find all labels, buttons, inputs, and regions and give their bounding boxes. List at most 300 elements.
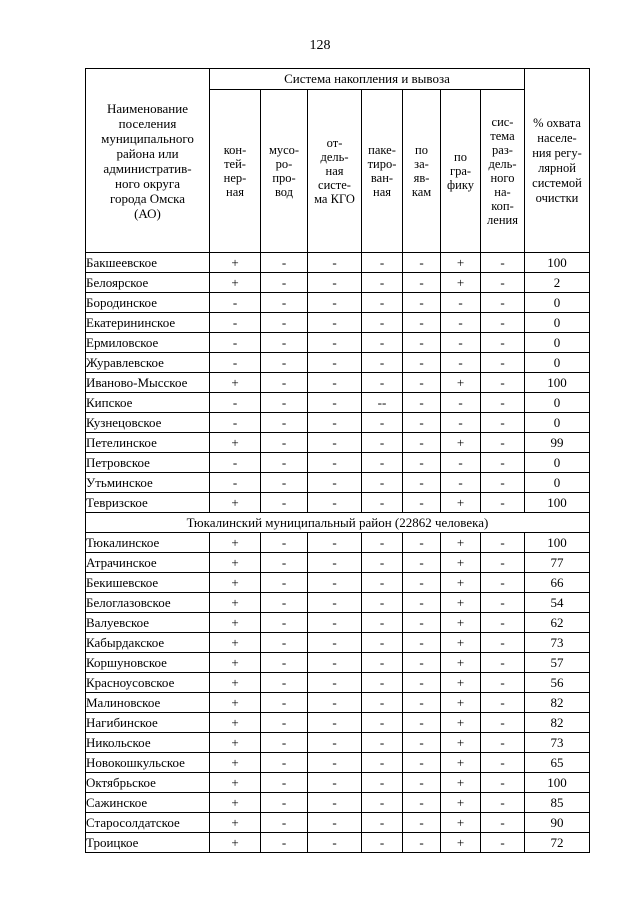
system-mark-cell: -	[403, 253, 441, 273]
settlement-name-cell: Белоглазовское	[86, 593, 210, 613]
settlement-name-cell: Коршуновское	[86, 653, 210, 673]
system-mark-cell: -	[362, 713, 403, 733]
system-mark-cell: -	[403, 373, 441, 393]
system-mark-cell: -	[481, 673, 525, 693]
coverage-percent-cell: 0	[525, 353, 590, 373]
system-mark-cell: -	[362, 253, 403, 273]
system-mark-cell: -	[261, 673, 308, 693]
system-mark-cell: -	[308, 613, 362, 633]
settlement-name-cell: Никольское	[86, 733, 210, 753]
system-mark-cell: +	[210, 273, 261, 293]
system-mark-cell: -	[481, 793, 525, 813]
system-mark-cell: -	[403, 573, 441, 593]
header-row-top	[86, 69, 590, 90]
system-mark-cell: +	[441, 813, 481, 833]
system-mark-cell: +	[441, 693, 481, 713]
settlement-name-cell: Сажинское	[86, 793, 210, 813]
system-mark-cell: -	[261, 633, 308, 653]
bagged-header: паке- тиро- ван- ная	[362, 90, 403, 253]
system-mark-cell: -	[362, 573, 403, 593]
system-mark-cell: +	[210, 613, 261, 633]
system-mark-cell: +	[441, 613, 481, 633]
system-mark-cell: -	[481, 333, 525, 353]
system-mark-cell: -	[403, 413, 441, 433]
system-mark-cell: -	[481, 633, 525, 653]
system-mark-cell: +	[210, 813, 261, 833]
system-mark-cell: -	[403, 813, 441, 833]
system-mark-cell: -	[308, 253, 362, 273]
system-mark-cell: -	[308, 733, 362, 753]
system-mark-cell: -	[481, 653, 525, 673]
system-mark-cell: -	[362, 373, 403, 393]
system-mark-cell: +	[210, 593, 261, 613]
section-row-group	[86, 513, 590, 533]
system-mark-cell: +	[441, 773, 481, 793]
system-mark-cell: -	[362, 533, 403, 553]
system-mark-cell: +	[210, 373, 261, 393]
system-mark-cell: -	[362, 553, 403, 573]
settlement-name-cell: Красноусовское	[86, 673, 210, 693]
system-mark-cell: -	[403, 433, 441, 453]
table-row	[86, 593, 590, 613]
table-row	[86, 393, 590, 413]
system-mark-cell: -	[210, 293, 261, 313]
system-mark-cell: -	[210, 413, 261, 433]
system-mark-cell: -	[308, 593, 362, 613]
system-mark-cell: -	[362, 773, 403, 793]
settlement-name-cell: Белоярское	[86, 273, 210, 293]
system-mark-cell: -	[403, 793, 441, 813]
coverage-percent-cell: 0	[525, 333, 590, 353]
system-mark-cell: -	[308, 773, 362, 793]
system-mark-cell: -	[308, 353, 362, 373]
system-mark-cell: -	[261, 553, 308, 573]
system-mark-cell: +	[441, 593, 481, 613]
separate-collection-header: сис- тема раз- дель- ного на- коп- ления	[481, 90, 525, 253]
table-row	[86, 333, 590, 353]
system-mark-cell: +	[210, 633, 261, 653]
system-mark-cell: -	[403, 833, 441, 853]
system-mark-cell: -	[441, 293, 481, 313]
table-row	[86, 653, 590, 673]
system-mark-cell: -	[362, 753, 403, 773]
system-mark-cell: -	[441, 453, 481, 473]
system-mark-cell: -	[403, 313, 441, 333]
table-body-group-b	[86, 533, 590, 853]
system-mark-cell: +	[210, 793, 261, 813]
system-mark-cell: -	[441, 313, 481, 333]
table-row	[86, 713, 590, 733]
system-mark-cell: -	[481, 693, 525, 713]
system-mark-cell: +	[441, 273, 481, 293]
system-mark-cell: +	[210, 533, 261, 553]
system-mark-cell: -	[403, 673, 441, 693]
system-mark-cell: -	[481, 453, 525, 473]
table-row	[86, 453, 590, 473]
system-mark-cell: +	[210, 553, 261, 573]
coverage-percent-cell: 100	[525, 773, 590, 793]
system-mark-cell: -	[403, 653, 441, 673]
system-mark-cell: -	[362, 433, 403, 453]
system-mark-cell: +	[210, 573, 261, 593]
system-mark-cell: -	[308, 633, 362, 653]
system-mark-cell: +	[210, 653, 261, 673]
system-mark-cell: -	[308, 313, 362, 333]
section-row	[86, 513, 590, 533]
settlement-name-header: Наименование поселения муниципального района или административ- ного округа города Омска (АО)	[86, 69, 210, 253]
system-mark-cell: -	[481, 293, 525, 313]
system-mark-cell: -	[403, 753, 441, 773]
coverage-percent-cell: 65	[525, 753, 590, 773]
system-mark-cell: -	[362, 633, 403, 653]
table-row	[86, 373, 590, 393]
system-mark-cell: -	[362, 353, 403, 373]
settlement-name-cell: Екатерининское	[86, 313, 210, 333]
system-mark-cell: +	[441, 733, 481, 753]
settlement-name-cell: Журавлевское	[86, 353, 210, 373]
system-mark-cell: -	[261, 413, 308, 433]
system-mark-cell: -	[362, 833, 403, 853]
system-mark-cell: +	[210, 773, 261, 793]
coverage-percent-cell: 0	[525, 313, 590, 333]
system-mark-cell: -	[308, 273, 362, 293]
system-mark-cell: +	[441, 553, 481, 573]
system-mark-cell: -	[261, 693, 308, 713]
system-mark-cell: -	[210, 333, 261, 353]
system-mark-cell: -	[481, 553, 525, 573]
coverage-percent-cell: 66	[525, 573, 590, 593]
table-row	[86, 533, 590, 553]
system-mark-cell: -	[481, 373, 525, 393]
system-mark-cell: -	[403, 733, 441, 753]
system-mark-cell: -	[261, 733, 308, 753]
system-mark-cell: -	[210, 453, 261, 473]
system-mark-cell: +	[441, 493, 481, 513]
settlement-name-cell: Новокошкульское	[86, 753, 210, 773]
system-mark-cell: -	[403, 593, 441, 613]
settlement-name-cell: Кузнецовское	[86, 413, 210, 433]
system-mark-cell: -	[308, 393, 362, 413]
system-mark-cell: -	[261, 793, 308, 813]
system-mark-cell: +	[441, 433, 481, 453]
system-mark-cell: -	[308, 793, 362, 813]
system-mark-cell: -	[362, 313, 403, 333]
coverage-percent-cell: 85	[525, 793, 590, 813]
system-mark-cell: +	[210, 753, 261, 773]
system-mark-cell: -	[261, 313, 308, 333]
system-mark-cell: -	[403, 553, 441, 573]
system-mark-cell: -	[481, 593, 525, 613]
system-mark-cell: -	[403, 293, 441, 313]
coverage-percent-cell: 54	[525, 593, 590, 613]
system-mark-cell: -	[261, 713, 308, 733]
settlement-name-cell: Троицкое	[86, 833, 210, 853]
table-body-group-a	[86, 253, 590, 513]
system-mark-cell: -	[308, 573, 362, 593]
settlement-name-cell: Иваново-Мысское	[86, 373, 210, 393]
system-mark-cell: -	[362, 693, 403, 713]
chute-header: мусо- ро- про- вод	[261, 90, 308, 253]
settlement-name-cell: Бакшеевское	[86, 253, 210, 273]
waste-system-table	[85, 68, 590, 853]
system-mark-cell: -	[403, 353, 441, 373]
coverage-percent-cell: 100	[525, 533, 590, 553]
system-mark-cell: -	[403, 533, 441, 553]
table-row	[86, 813, 590, 833]
settlement-name-cell: Тевризское	[86, 493, 210, 513]
system-mark-cell: -	[308, 533, 362, 553]
system-mark-cell: -	[441, 333, 481, 353]
settlement-name-cell: Валуевское	[86, 613, 210, 633]
system-mark-cell: -	[362, 653, 403, 673]
bulky-waste-header: от- дель- ная систе- ма КГО	[308, 90, 362, 253]
system-mark-cell: -	[481, 573, 525, 593]
system-mark-cell: -	[362, 473, 403, 493]
system-mark-cell: -	[210, 313, 261, 333]
system-mark-cell: -	[261, 493, 308, 513]
table-row	[86, 413, 590, 433]
coverage-percent-cell: 0	[525, 293, 590, 313]
system-mark-cell: -	[362, 593, 403, 613]
system-mark-cell: --	[362, 393, 403, 413]
settlement-name-cell: Петелинское	[86, 433, 210, 453]
system-mark-cell: -	[403, 493, 441, 513]
system-group-header: Система накопления и вывоза	[210, 69, 525, 90]
system-mark-cell: -	[362, 613, 403, 633]
settlement-name-cell: Малиновское	[86, 693, 210, 713]
system-mark-cell: -	[261, 273, 308, 293]
system-mark-cell: -	[308, 553, 362, 573]
system-mark-cell: -	[362, 413, 403, 433]
settlement-name-cell: Ермиловское	[86, 333, 210, 353]
table-row	[86, 793, 590, 813]
table-row	[86, 493, 590, 513]
coverage-percent-cell: 90	[525, 813, 590, 833]
system-mark-cell: -	[261, 613, 308, 633]
system-mark-cell: -	[261, 753, 308, 773]
settlement-name-cell: Бекишевское	[86, 573, 210, 593]
table-row	[86, 833, 590, 853]
settlement-name-cell: Нагибинское	[86, 713, 210, 733]
system-mark-cell: -	[441, 393, 481, 413]
system-mark-cell: -	[403, 473, 441, 493]
system-mark-cell: -	[403, 273, 441, 293]
system-mark-cell: -	[261, 573, 308, 593]
coverage-percent-cell: 100	[525, 373, 590, 393]
system-mark-cell: -	[362, 793, 403, 813]
system-mark-cell: -	[481, 313, 525, 333]
system-mark-cell: +	[210, 713, 261, 733]
settlement-name-cell: Старосолдатское	[86, 813, 210, 833]
system-mark-cell: -	[481, 413, 525, 433]
coverage-percent-cell: 99	[525, 433, 590, 453]
settlement-name-cell: Кипское	[86, 393, 210, 413]
page-number: 128	[309, 38, 331, 53]
system-mark-cell: -	[261, 253, 308, 273]
settlement-name-cell: Кабырдакское	[86, 633, 210, 653]
system-mark-cell: -	[261, 293, 308, 313]
system-mark-cell: -	[261, 593, 308, 613]
system-mark-cell: -	[481, 833, 525, 853]
coverage-percent-header: % охвата населе- ния регу- лярной системой очистки	[525, 69, 590, 253]
system-mark-cell: -	[308, 333, 362, 353]
system-mark-cell: -	[481, 273, 525, 293]
system-mark-cell: -	[308, 453, 362, 473]
system-mark-cell: -	[481, 713, 525, 733]
system-mark-cell: +	[441, 373, 481, 393]
coverage-percent-cell: 100	[525, 253, 590, 273]
table-row	[86, 353, 590, 373]
system-mark-cell: +	[441, 833, 481, 853]
settlement-name-cell: Атрачинское	[86, 553, 210, 573]
coverage-percent-cell: 82	[525, 693, 590, 713]
system-mark-cell: +	[210, 493, 261, 513]
settlement-name-cell: Октябрьское	[86, 773, 210, 793]
system-mark-cell: -	[481, 473, 525, 493]
system-mark-cell: -	[308, 413, 362, 433]
coverage-percent-cell: 82	[525, 713, 590, 733]
system-mark-cell: -	[308, 713, 362, 733]
system-mark-cell: -	[362, 493, 403, 513]
system-mark-cell: -	[362, 813, 403, 833]
system-mark-cell: -	[403, 333, 441, 353]
settlement-name-cell: Утьминское	[86, 473, 210, 493]
system-mark-cell: -	[403, 693, 441, 713]
system-mark-cell: +	[441, 633, 481, 653]
system-mark-cell: +	[210, 733, 261, 753]
system-mark-cell: -	[362, 453, 403, 473]
system-mark-cell: -	[261, 333, 308, 353]
system-mark-cell: +	[210, 673, 261, 693]
table-row	[86, 773, 590, 793]
system-mark-cell: -	[481, 533, 525, 553]
coverage-percent-cell: 100	[525, 493, 590, 513]
district-section-title: Тюкалинский муниципальный район (22862 человека)	[86, 513, 590, 533]
system-mark-cell: +	[441, 793, 481, 813]
table-row	[86, 613, 590, 633]
system-mark-cell: -	[261, 653, 308, 673]
system-mark-cell: -	[210, 393, 261, 413]
settlement-name-cell: Бородинское	[86, 293, 210, 313]
system-mark-cell: -	[481, 433, 525, 453]
system-mark-cell: -	[362, 733, 403, 753]
system-mark-cell: -	[308, 673, 362, 693]
system-mark-cell: +	[210, 833, 261, 853]
system-mark-cell: -	[403, 633, 441, 653]
system-mark-cell: -	[261, 373, 308, 393]
coverage-percent-cell: 0	[525, 413, 590, 433]
system-mark-cell: -	[481, 393, 525, 413]
system-mark-cell: -	[481, 813, 525, 833]
coverage-percent-cell: 2	[525, 273, 590, 293]
system-mark-cell: -	[481, 773, 525, 793]
system-mark-cell: +	[210, 253, 261, 273]
system-mark-cell: -	[481, 253, 525, 273]
system-mark-cell: -	[308, 293, 362, 313]
system-mark-cell: -	[403, 773, 441, 793]
table-row	[86, 553, 590, 573]
table-row	[86, 273, 590, 293]
system-mark-cell: -	[308, 433, 362, 453]
system-mark-cell: -	[261, 433, 308, 453]
system-mark-cell: -	[308, 833, 362, 853]
system-mark-cell: -	[403, 393, 441, 413]
container-header: кон- тей- нер- ная	[210, 90, 261, 253]
coverage-percent-cell: 62	[525, 613, 590, 633]
system-mark-cell: -	[362, 273, 403, 293]
on-request-header: по за- яв- кам	[403, 90, 441, 253]
system-mark-cell: -	[403, 713, 441, 733]
system-mark-cell: -	[261, 353, 308, 373]
settlement-name-cell: Тюкалинское	[86, 533, 210, 553]
system-mark-cell: -	[308, 373, 362, 393]
coverage-percent-cell: 77	[525, 553, 590, 573]
table-row	[86, 473, 590, 493]
table-row	[86, 433, 590, 453]
coverage-percent-cell: 0	[525, 473, 590, 493]
coverage-percent-cell: 72	[525, 833, 590, 853]
system-mark-cell: -	[481, 753, 525, 773]
system-mark-cell: +	[441, 753, 481, 773]
table-row	[86, 693, 590, 713]
system-mark-cell: -	[308, 493, 362, 513]
table-row	[86, 573, 590, 593]
system-mark-cell: -	[210, 473, 261, 493]
system-mark-cell: +	[441, 673, 481, 693]
system-mark-cell: +	[441, 253, 481, 273]
system-mark-cell: -	[481, 353, 525, 373]
table-row	[86, 293, 590, 313]
system-mark-cell: +	[210, 693, 261, 713]
table-row	[86, 733, 590, 753]
system-mark-cell: +	[441, 573, 481, 593]
coverage-percent-cell: 73	[525, 633, 590, 653]
system-mark-cell: -	[261, 773, 308, 793]
settlement-name-cell: Петровское	[86, 453, 210, 473]
system-mark-cell: -	[362, 293, 403, 313]
system-mark-cell: -	[308, 813, 362, 833]
system-mark-cell: -	[362, 333, 403, 353]
system-mark-cell: -	[261, 533, 308, 553]
coverage-percent-cell: 0	[525, 393, 590, 413]
system-mark-cell: -	[481, 733, 525, 753]
coverage-percent-cell: 57	[525, 653, 590, 673]
system-mark-cell: -	[308, 753, 362, 773]
table-row	[86, 253, 590, 273]
table-row	[86, 673, 590, 693]
system-mark-cell: -	[441, 413, 481, 433]
system-mark-cell: -	[403, 453, 441, 473]
system-mark-cell: -	[441, 353, 481, 373]
system-mark-cell: -	[261, 473, 308, 493]
table-row	[86, 313, 590, 333]
scheduled-header: по гра- фику	[441, 90, 481, 253]
system-mark-cell: -	[308, 473, 362, 493]
system-mark-cell: +	[441, 533, 481, 553]
system-mark-cell: -	[403, 613, 441, 633]
table-row	[86, 633, 590, 653]
system-mark-cell: -	[308, 693, 362, 713]
coverage-percent-cell: 0	[525, 453, 590, 473]
coverage-percent-cell: 73	[525, 733, 590, 753]
table-row	[86, 753, 590, 773]
system-mark-cell: -	[481, 613, 525, 633]
system-mark-cell: -	[362, 673, 403, 693]
system-mark-cell: +	[441, 713, 481, 733]
system-mark-cell: -	[210, 353, 261, 373]
system-mark-cell: -	[261, 813, 308, 833]
system-mark-cell: -	[261, 393, 308, 413]
